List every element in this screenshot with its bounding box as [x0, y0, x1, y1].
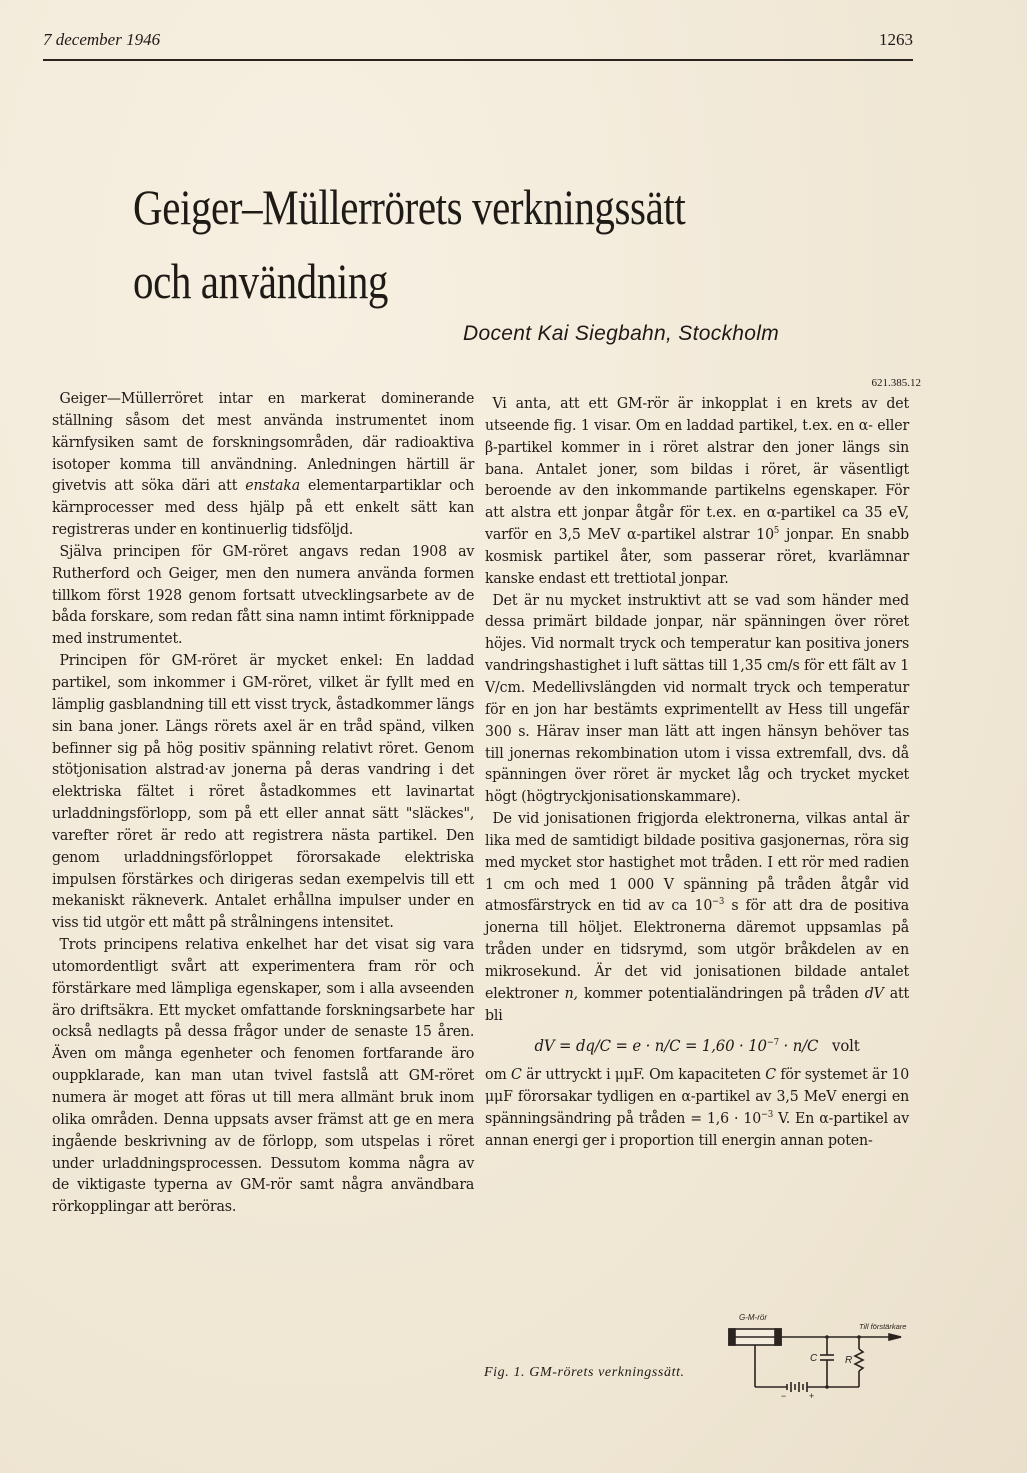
superscript: −3 — [761, 1110, 774, 1120]
paragraph — [485, 808, 909, 1026]
page-number: 1263 — [879, 30, 913, 49]
figure-1 — [484, 1305, 924, 1405]
text-run: för systemet är 10 μμF förorsakar tydligen en α-partikel av 3,5 MeV energi en spänningsändring på tråden = 1,6 · 10 — [485, 1065, 910, 1127]
title-line-2: och användning — [133, 253, 388, 309]
equation-rhs: · n/C — [778, 1036, 819, 1056]
title-line-1: Geiger–Müllerrörets verkningssätt — [133, 179, 686, 235]
paragraph: Det är nu mycket instruktivt att se vad som händer med dessa primärt bildade jonpar, när spänningen över röret höjes. Vid normalt tryck och temperatur kan positiva joners vandringshastighet i luft sättas till 1,35 cm/s för ett fält av 1 V/cm. Medellivslängden vid normalt tryck och temperatur för en jon har bestämts exprimentellt av Hess till ungefär 300 s. Härav inser man lätt att ingen hänsyn behöver tas till jonernas rekombination utom i vissa extremfall, dvs. då spänningen över röret är mycket låg och trycket mycket högt (högtryckjonisationskammare). — [485, 590, 910, 806]
gm-circuit-diagram — [709, 1305, 909, 1401]
paragraph: Trots principens relativa enkelhet har det visat sig vara utomordentligt svårt att experimentera fram rör och förstärkare med lämpliga egenskaper, som i alla avseenden äro driftsäkra. Ett mycket omfattande forskningsarbete har också nedlagts på dessa frågor under de senaste 15 åren. Även om många egenheter och fenomen fortfarande äro ouppklarade, kan man utan tvivel fastslå att GM-röret numera är moget att föras ut till mera allmänt bruk inom olika områden. Denna uppsats avser främst att ge en mera ingående beskrivning av de förlopp, som utspelas i röret under urladdningsprocessen. Dessutom komma några av de viktigaste typerna av GM-rör samt några användbara rörkopplingar att beröras. — [52, 935, 475, 1216]
text-run: om — [485, 1065, 512, 1084]
equation-unit: volt — [832, 1036, 860, 1056]
text-run: att bli — [485, 983, 910, 1024]
text-run: elementarpartiklar och kärnprocesser med dess hjälp på ett enkelt sätt kan registreras under en kontinuerlig tidsföljd. — [52, 476, 475, 539]
text-run: V. En α-partikel av annan energi ger i proportion till energin annan poten- — [485, 1109, 910, 1149]
equation-lhs: dV = dq/C = e · n/C = 1,60 · 10 — [534, 1036, 767, 1056]
battery-minus-label: − — [781, 1391, 787, 1401]
text-run: Vi anta, att ett GM-rör är inkopplat i en krets av det utseende fig. 1 visar. Om en laddad partikel, t.ex. en α- eller β-partikel kommer in i röret alstrar den joner längs sin bana. Antalet joner, som bildas i röret, är väsentligt beroende av den inkommande partikelns egenskaper. För att alstra ett jonpar åtgår för t.ex. en α-partikel ca 35 eV, varför en 3,5 MeV α-partikel alstrar 10 — [485, 394, 910, 544]
emphasis: enstaka — [245, 476, 301, 495]
left-column — [52, 388, 474, 1218]
math-variable: dV — [864, 983, 884, 1002]
text-run: kommer potentialändringen på tråden — [577, 983, 865, 1002]
text-run: s för att dra de positiva jonerna till höljet. Elektronerna däremot uppsamlas på tråden under en tidsrymd, som utgör bråkdelen av en mikrosekund. Är det vid jonisationen bildade antalet elektroner — [485, 896, 910, 1002]
figure-caption: Fig. 1. GM-rörets verkningssätt. — [484, 1365, 685, 1380]
text-run: jonpar. En snabb kosmisk partikel åter, som passerar röret, kvarlämnar kanske endast ett trettiotal jonpar. — [485, 525, 910, 587]
paragraph — [52, 388, 474, 541]
text-run: är uttryckt i μμF. Om kapaciteten — [521, 1065, 766, 1084]
superscript: −3 — [712, 897, 725, 908]
paragraph — [485, 393, 909, 590]
paragraph: Själva principen för GM-röret angavs redan 1908 av Rutherford och Geiger, men den numera använda formen tillkom först 1928 genom fortsatt utvecklingsarbete av de båda forskare, som redan fått sina namn intimt förknippade med instrumentet. — [52, 541, 475, 648]
math-variable: C — [511, 1065, 522, 1084]
header-rule — [43, 59, 913, 61]
udc-classification: 621.385.12 — [871, 377, 921, 389]
output-label: Till förstärkare — [859, 1322, 907, 1331]
superscript: 5 — [773, 526, 780, 537]
capacitor-label: C — [810, 1353, 818, 1364]
text-run: Geiger—Müllerröret intar en markerat dominerande ställning såsom det mest använda instrumentet inom kärnfysiken samt de forskningsområden, där radioaktiva isotoper komma till användning. Anledningen härtill är givetvis att söka däri att — [52, 389, 475, 495]
text-run: De vid jonisationen frigjorda elektronerna, vilkas antal är lika med de samtidigt bildade positiva gasjonernas, röra sig med mycket stor hastighet mot tråden. I ett rör med radien 1 cm och med 1 000 V spänning på tråden åtgår vid atmosfärstryck en tid av ca 10 — [485, 809, 910, 915]
equation — [485, 1035, 909, 1057]
math-variable: C — [765, 1065, 776, 1084]
paragraph: Principen för GM-röret är mycket enkel: En laddad partikel, som inkommer i GM-röret, vilket är fyllt med en lämplig gasblandning till ett visst tryck, åstadkommer längs sin bana joner. Längs rörets axel är en tråd spänd, vilken befinner sig på hög positiv spänning relativt röret. Genom stötjonisation alstrad·av jonerna på deras vandring i det elektriska fältet i röret åstadkommes ett lavinartat urladdningsförlopp, som på ett eller annat sätt "släckes", varefter röret är redo att registrera nästa partikel. Den genom urladdningsförloppet förorsakade elektriska impulsen förstärkes och dirigeras sedan exempelvis till ett mekaniskt räkneverk. Antalet erhållna impulser under en viss tid utgör ett mått på strålningens intensitet. — [52, 651, 475, 932]
right-column — [485, 393, 909, 1152]
author-byline: Docent Kai Siegbahn, Stockholm — [463, 322, 780, 345]
running-head — [43, 30, 913, 52]
issue-date: 7 december 1946 — [43, 30, 161, 49]
math-variable: n, — [564, 983, 578, 1002]
battery-plus-label: + — [809, 1391, 815, 1401]
article-title — [133, 170, 707, 318]
resistor-label: R — [845, 1355, 853, 1366]
paragraph — [485, 1064, 909, 1151]
superscript: −7 — [766, 1038, 779, 1049]
tube-label: G-M-rör — [739, 1313, 767, 1322]
